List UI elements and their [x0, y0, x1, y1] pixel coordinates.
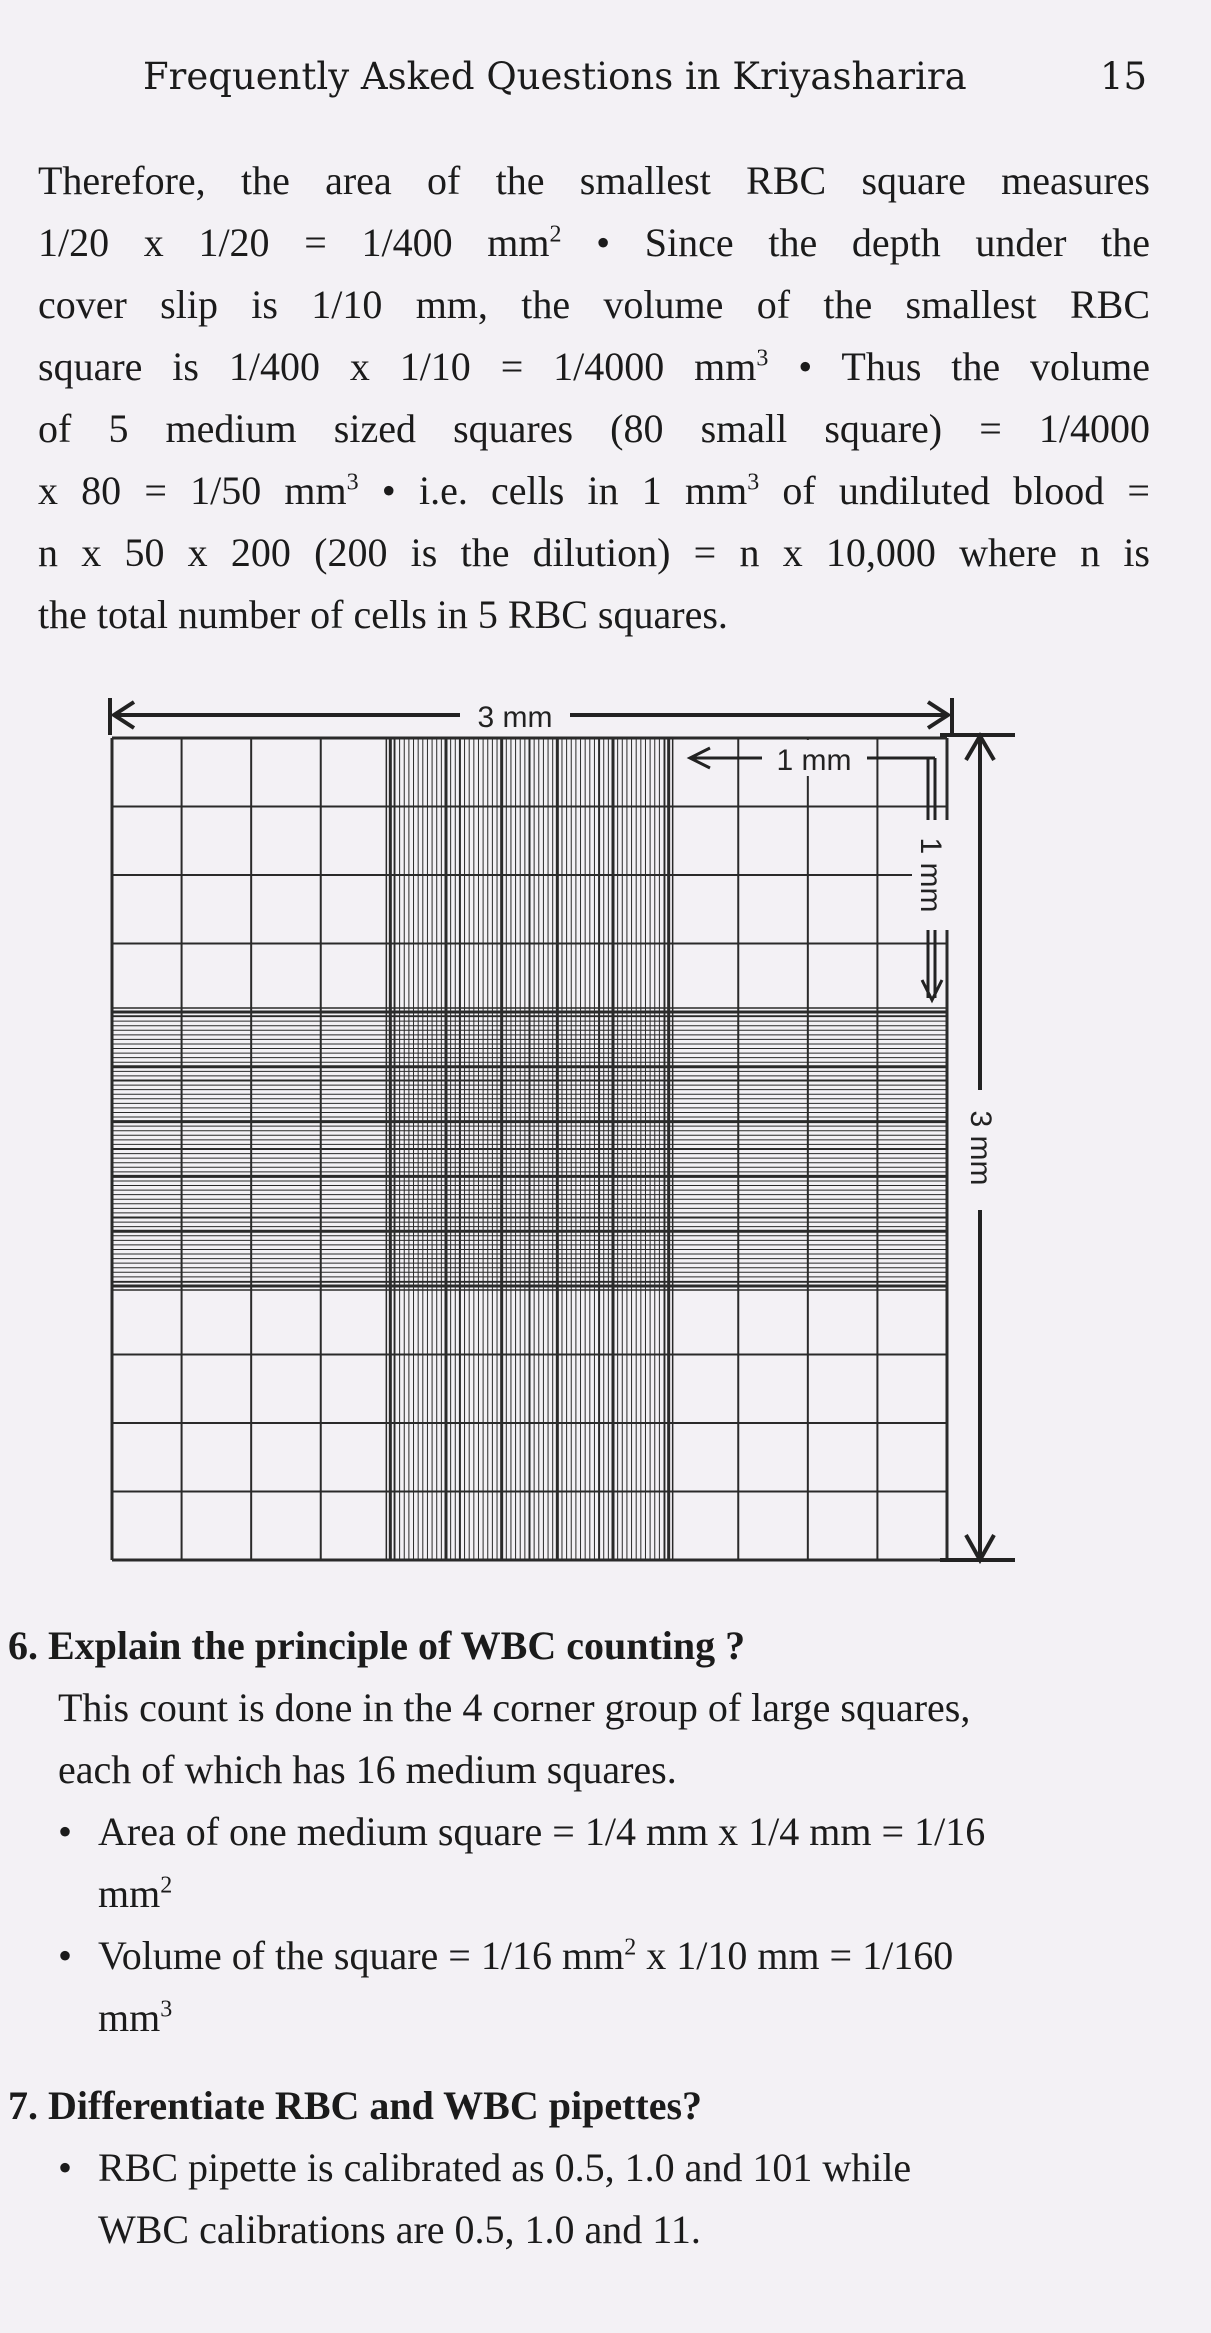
- paragraph-line: cover slip is 1/10 mm, the volume of the smallest RBC: [38, 282, 1150, 327]
- bullet-item: • Volume of the square = 1/16 $mm^2$ x 1/10 mm = 1/160: [58, 1925, 1188, 1987]
- bullet-icon: •: [58, 2145, 73, 2190]
- label-3mm-right: 3 mm: [964, 1110, 997, 1186]
- calculation-paragraph: [38, 150, 1150, 646]
- paragraph-line: square is 1/400 x 1/10 = 1/4000 $mm^3$ • Thus the volume: [38, 344, 1150, 389]
- hemocytometer-grid-diagram: [100, 680, 1040, 1600]
- bullet-item: • RBC pipette is calibrated as 0.5, 1.0 and 101 while: [58, 2137, 1188, 2199]
- question-7-title: 7. Differentiate RBC and WBC pipettes?: [8, 2083, 703, 2128]
- running-title: Frequently Asked Questions in Kriyasharira: [143, 55, 967, 98]
- paragraph-line: of 5 medium sized squares (80 small square) = 1/4000: [38, 406, 1150, 451]
- bullet-continuation: $mm^3$: [98, 1995, 173, 2040]
- label-3mm-top: 3 mm: [477, 701, 553, 734]
- question-7: [8, 2075, 1188, 2261]
- question-6-line: This count is done in the 4 corner group of large squares,: [58, 1685, 971, 1730]
- counting-chamber-grid: [112, 738, 947, 1560]
- bullet-continuation: WBC calibrations are 0.5, 1.0 and 11.: [98, 2207, 701, 2252]
- bullet-continuation: $mm^2$: [98, 1871, 173, 1916]
- bullet-item: • Area of one medium square = 1/4 mm x 1/4 mm = 1/16: [58, 1801, 1188, 1863]
- bullet-icon: •: [58, 1809, 73, 1854]
- label-1mm-horizontal: 1 mm: [776, 744, 852, 777]
- page-number: 15: [1100, 55, 1148, 98]
- paragraph-line: x 80 = 1/50 $mm^3$ • i.e. cells in 1 $mm^3$ of undiluted blood =: [38, 468, 1150, 513]
- paragraph-line: the total number of cells in 5 RBC squares.: [38, 592, 728, 637]
- question-6-line: each of which has 16 medium squares.: [58, 1747, 677, 1792]
- paragraph-line: n x 50 x 200 (200 is the dilution) = n x 10,000 where n is: [38, 530, 1150, 575]
- paragraph-line: Therefore, the area of the smallest RBC square measures: [38, 158, 1150, 203]
- question-6: [8, 1615, 1188, 2049]
- paragraph-line: 1/20 x 1/20 = 1/400 $mm^2$ • Since the depth under the: [38, 220, 1151, 265]
- bullet-icon: •: [58, 1933, 73, 1978]
- label-1mm-vertical: 1 mm: [914, 837, 947, 913]
- page-header: [143, 55, 1148, 105]
- question-6-title: 6. Explain the principle of WBC counting ?: [8, 1623, 746, 1668]
